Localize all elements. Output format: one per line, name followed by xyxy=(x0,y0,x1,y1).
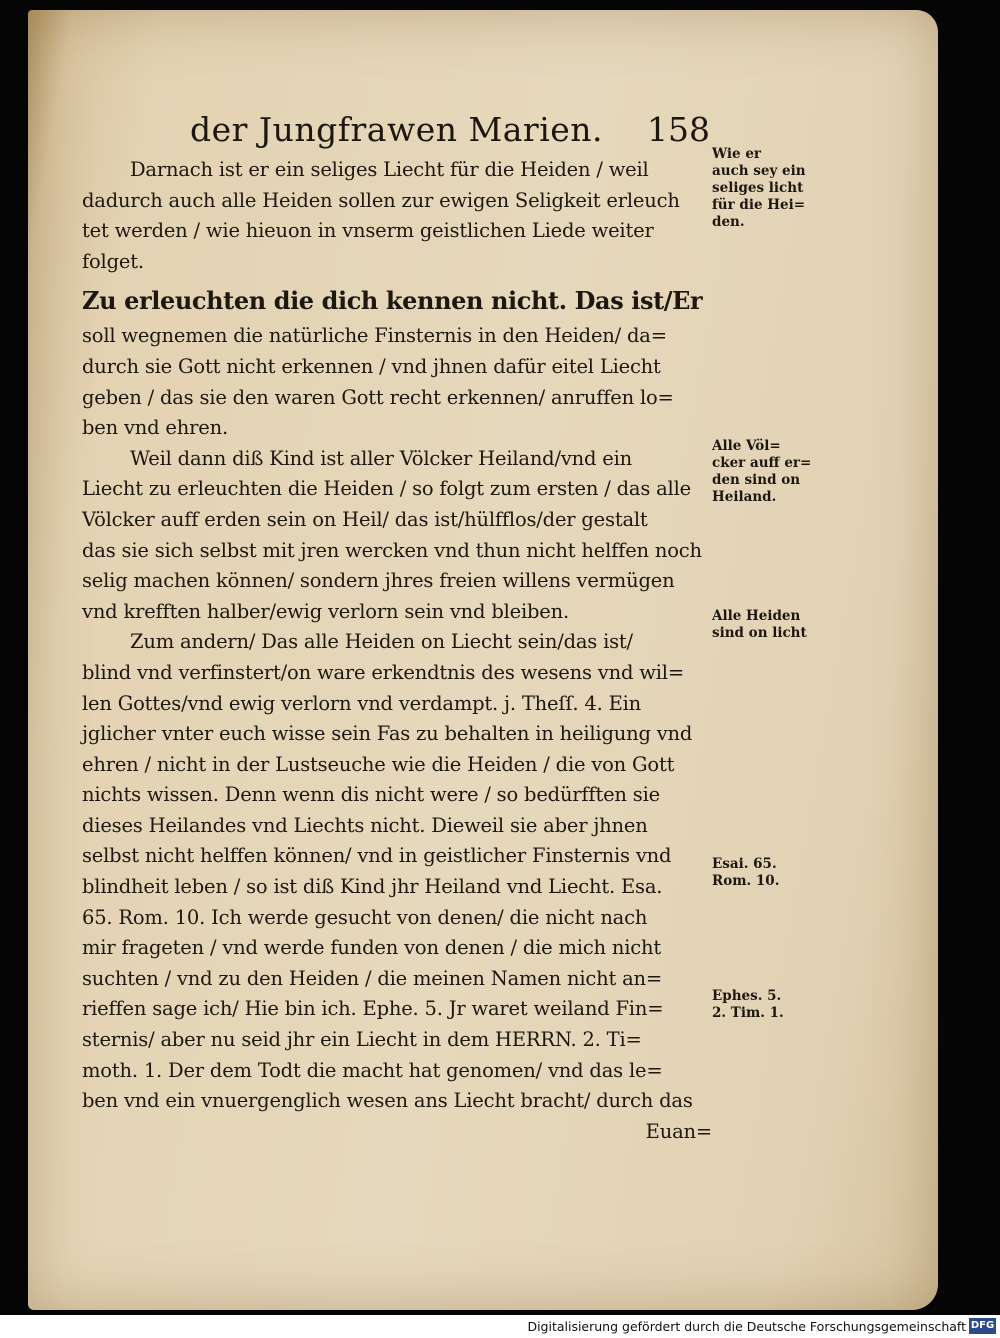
catchword: Euan= xyxy=(645,1119,712,1143)
text-line: geben / das sie den waren Gott recht erkennen/ anruffen lo= xyxy=(82,385,674,409)
text-line: suchten / vnd zu den Heiden / die meinen Namen nicht an= xyxy=(82,966,663,990)
marginal-note-line: seliges licht xyxy=(712,180,804,196)
text-line: vnd krefften halber/ewig verlorn sein vnd bleiben. xyxy=(82,599,569,623)
marginal-note-line: Esai. 65. xyxy=(712,856,777,872)
text-line: ben vnd ehren. xyxy=(82,416,228,440)
text-line: Weil dann diß Kind ist aller Völcker Heiland/vnd ein xyxy=(130,446,633,470)
text-line: durch sie Gott nicht erkennen / vnd jhnen dafür eitel Liecht xyxy=(82,354,661,378)
marginal-note xyxy=(712,608,822,642)
running-head xyxy=(190,110,710,156)
text-line: das sie sich selbst mit jren wercken vnd thun nicht helffen noch xyxy=(82,538,702,562)
text-line: Darnach ist er ein seliges Liecht für die Heiden / weil xyxy=(130,158,649,181)
marginal-note xyxy=(712,438,822,506)
dfg-logo-icon: DFG xyxy=(969,1318,996,1334)
text-line: Völcker auff erden sein on Heil/ das ist/hülfflos/der gestalt xyxy=(82,507,648,531)
marginal-note xyxy=(712,856,822,890)
marginal-note-line: für die Hei= xyxy=(712,197,806,213)
funding-credit: Digitalisierung gefördert durch die Deutsche Forschungsgemeinschaft xyxy=(527,1319,966,1334)
text-line: dadurch auch alle Heiden sollen zur ewigen Seligkeit erleuch xyxy=(82,188,680,212)
text-line: jglicher vnter euch wisse sein Fas zu behalten in heiligung vnd xyxy=(82,722,693,746)
text-line: blind vnd verfinstert/on ware erkendtnis des wesens vnd wil= xyxy=(82,660,684,684)
text-line: moth. 1. Der dem Todt die macht hat genomen/ vnd das le= xyxy=(82,1058,663,1082)
marginal-note xyxy=(712,988,822,1022)
text-line: tet werden / wie hieuon in vnserm geistlichen Liede weiter xyxy=(82,219,654,243)
marginal-note-line: Rom. 10. xyxy=(712,873,780,889)
marginal-note-line: Alle Völ= xyxy=(712,438,781,454)
marginal-note-line: den sind on xyxy=(712,472,801,488)
marginal-note-line: Ephes. 5. xyxy=(712,988,782,1004)
footer-bar xyxy=(0,1315,1000,1338)
text-line: selig machen können/ sondern jhres freien willens vermügen xyxy=(82,569,675,593)
text-line: Liecht zu erleuchten die Heiden / so folgt zum ersten / das alle xyxy=(82,477,691,501)
marginal-note-line: Heiland. xyxy=(712,489,777,505)
marginal-note-line: 2. Tim. 1. xyxy=(712,1005,784,1021)
marginal-note-line: auch sey ein xyxy=(712,163,806,179)
page-number: 158 xyxy=(647,110,710,149)
book-page xyxy=(28,10,938,1310)
hymn-quote-line: Zu erleuchten die dich kennen nicht. Das ist/Er xyxy=(82,286,703,316)
marginal-note-line: cker auff er= xyxy=(712,455,812,471)
text-line: rieffen sage ich/ Hie bin ich. Ephe. 5. Jr waret weiland Fin= xyxy=(82,997,664,1021)
text-line: nichts wissen. Denn wenn dis nicht were / so bedürfften sie xyxy=(82,783,660,807)
marginal-note xyxy=(712,146,822,231)
text-line: ehren / nicht in der Lustseuche wie die Heiden / die von Gott xyxy=(82,752,675,776)
text-line: blindheit leben / so ist diß Kind jhr Heiland vnd Liecht. Esa. xyxy=(82,875,663,899)
marginal-note-line: Alle Heiden xyxy=(712,608,801,624)
text-line: dieses Heilandes vnd Liechts nicht. Dieweil sie aber jhnen xyxy=(82,813,648,837)
text-line: folget. xyxy=(82,249,144,273)
text-line: ben vnd ein vnuergenglich wesen ans Liecht bracht/ durch das xyxy=(82,1089,693,1113)
text-line: soll wegnemen die natürliche Finsternis in den Heiden/ da= xyxy=(82,324,667,348)
marginal-note-line: Wie er xyxy=(712,146,762,162)
marginal-note-line: sind on licht xyxy=(712,625,807,641)
text-line: Zum andern/ Das alle Heiden on Liecht sein/das ist/ xyxy=(130,630,633,654)
text-line: sternis/ aber nu seid jhr ein Liecht in dem HERRN. 2. Ti= xyxy=(82,1028,642,1052)
running-title: der Jungfrawen Marien. xyxy=(190,110,604,149)
main-text xyxy=(82,155,712,1147)
marginal-note-line: den. xyxy=(712,214,745,230)
text-line: selbst nicht helffen können/ vnd in geistlicher Finsternis vnd xyxy=(82,844,672,868)
text-line: len Gottes/vnd ewig verlorn vnd verdampt. j. Theſſ. 4. Ein xyxy=(82,691,642,715)
text-line: mir frageten / vnd werde funden von denen / die mich nicht xyxy=(82,936,662,960)
text-line: 65. Rom. 10. Ich werde gesucht von denen/ die nicht nach xyxy=(82,905,648,929)
